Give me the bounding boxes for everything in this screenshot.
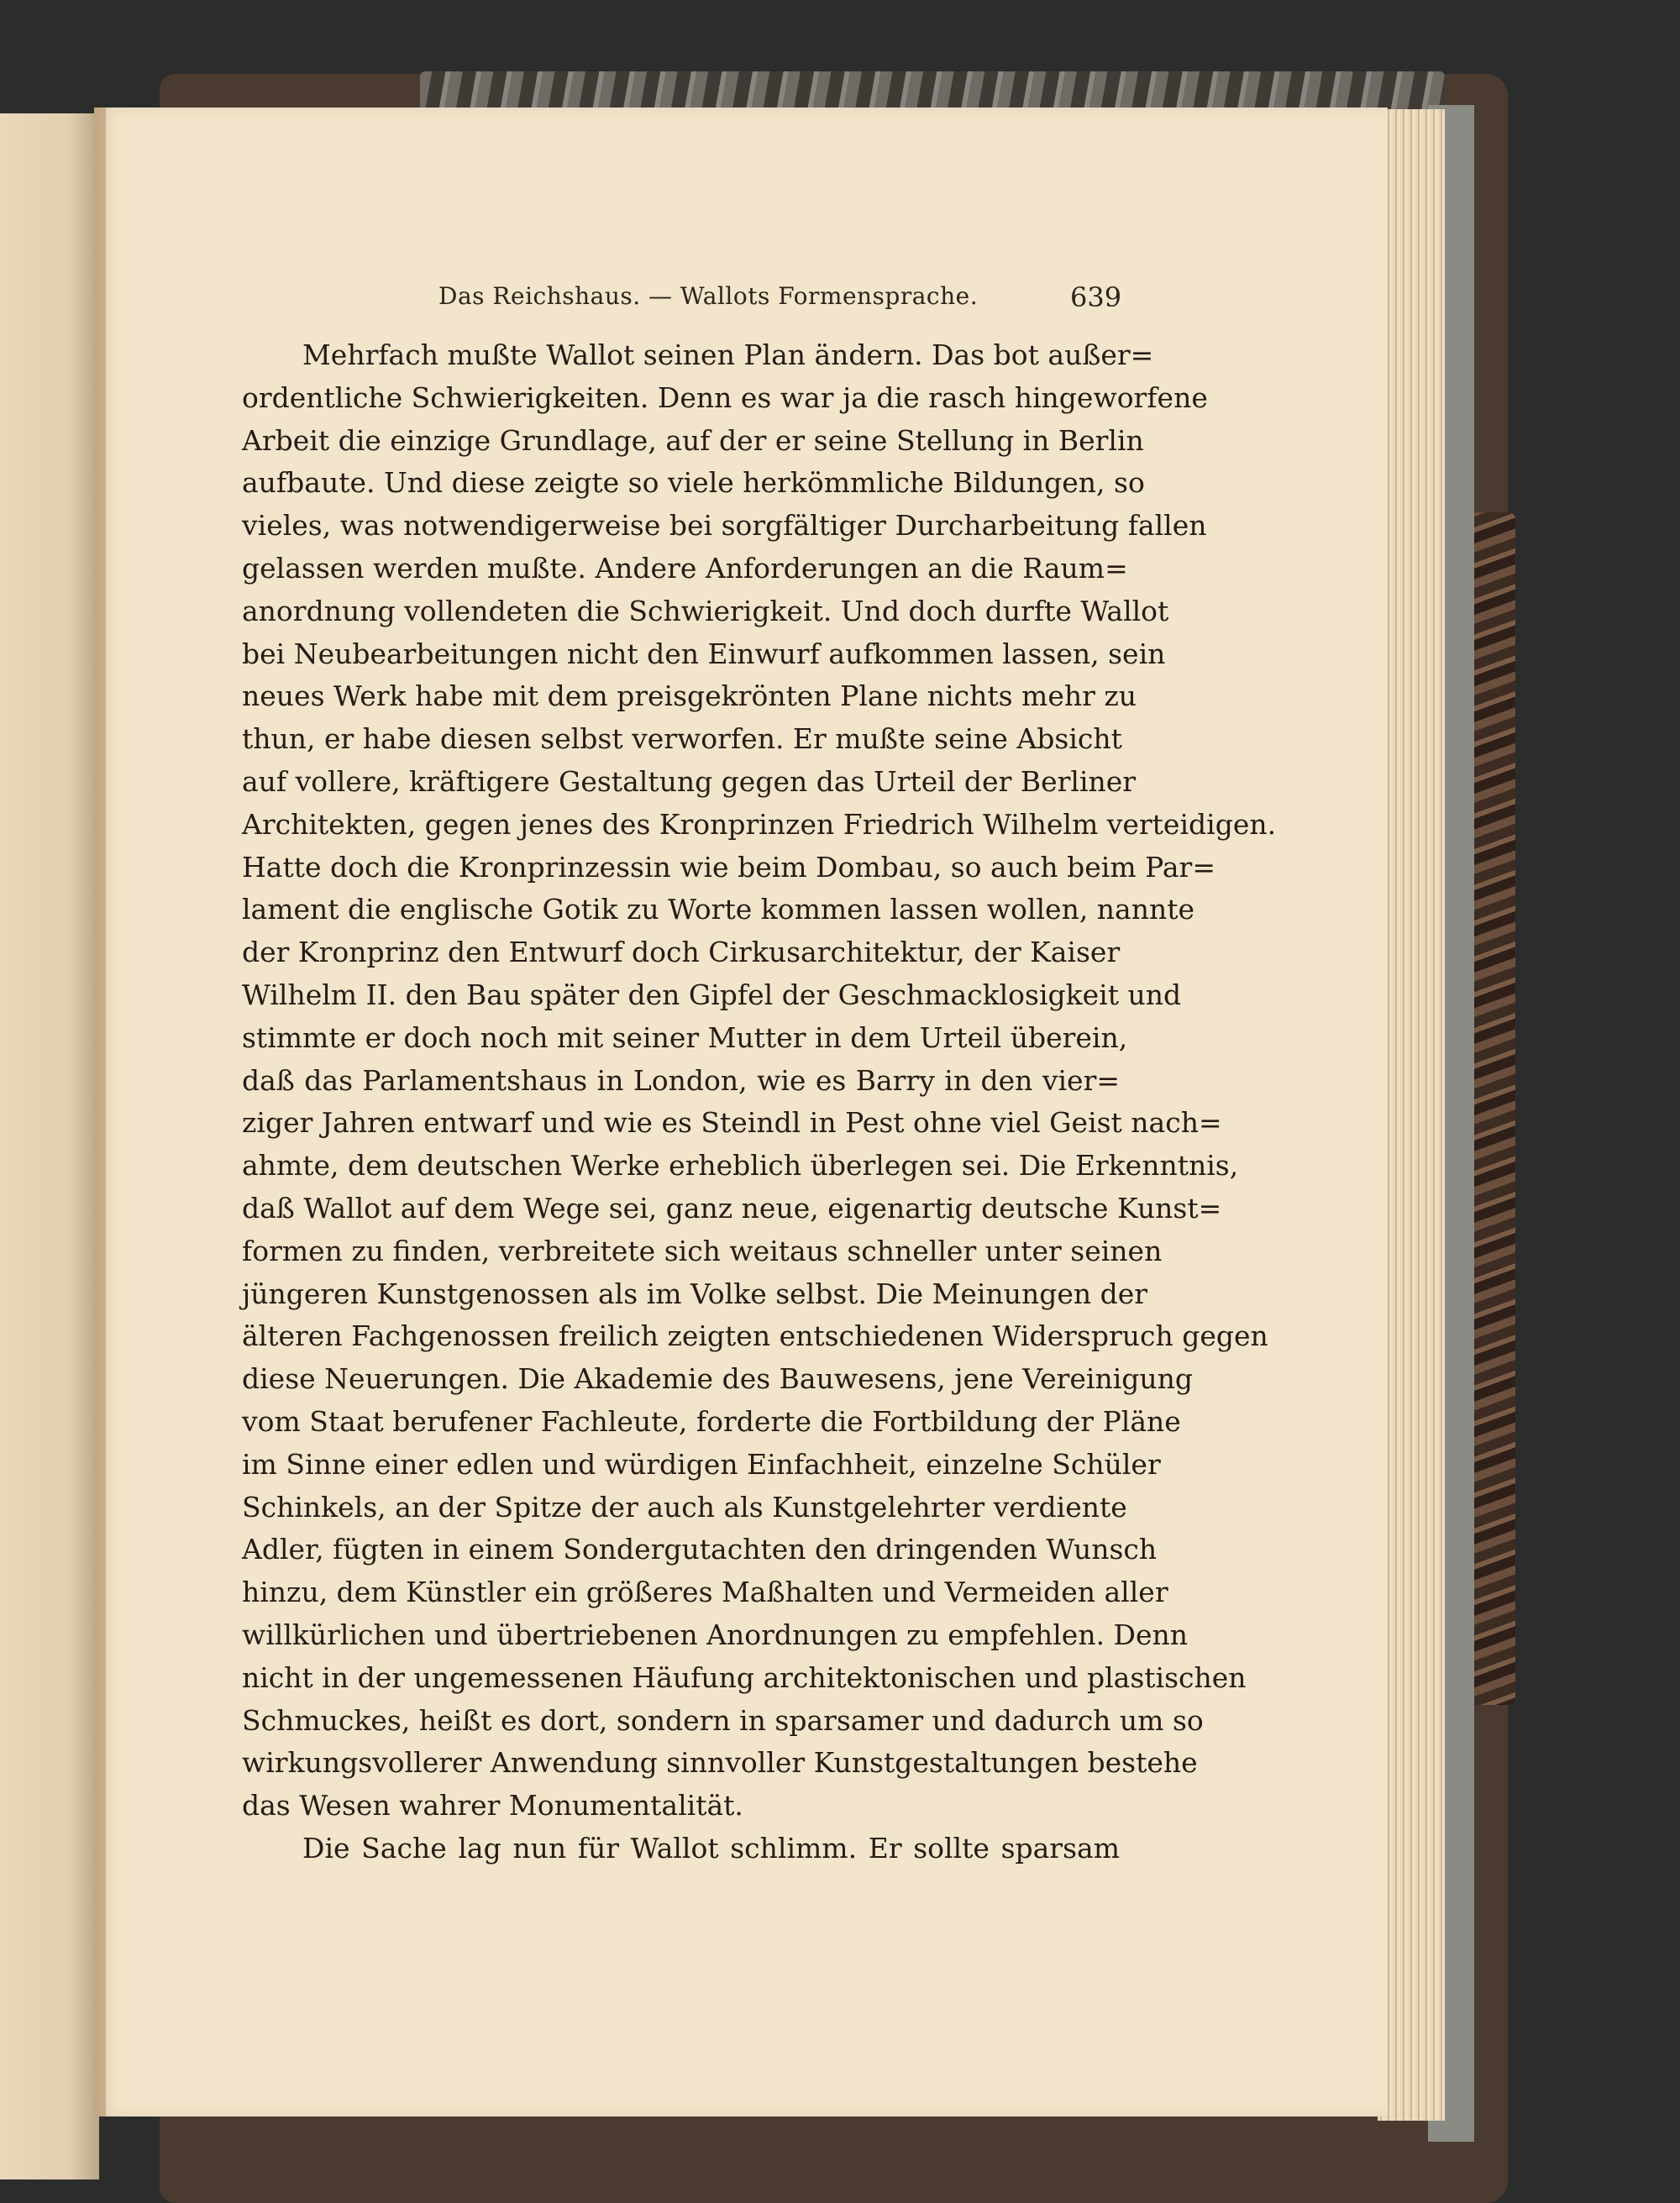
- text-line: ziger Jahren entwarf und wie es Steindl in Pest ohne viel Geist nach=: [242, 1106, 1222, 1140]
- text-line: das Wesen wahrer Monumentalität.: [242, 1789, 743, 1823]
- text-line: gelassen werden mußte. Andere Anforderungen an die Raum=: [242, 551, 1128, 585]
- text-line: der Kronprinz den Entwurf doch Cirkusarchitektur, der Kaiser: [242, 936, 1121, 969]
- text-line: diese Neuerungen. Die Akademie des Bauwesens, jene Vereinigung: [242, 1362, 1194, 1396]
- text-line: vieles, was notwendigerweise bei sorgfältiger Durcharbeitung fallen: [242, 509, 1207, 543]
- text-line: Mehrfach mußte Wallot seinen Plan ändern. Das bot außer=: [302, 338, 1154, 371]
- body-text: [242, 334, 1277, 1870]
- cover-top-edge: [420, 71, 1445, 112]
- page-stack-edge: [1378, 109, 1445, 2121]
- text-line: ahmte, dem deutschen Werke erheblich überlegen sei. Die Erkenntnis,: [242, 1149, 1239, 1183]
- text-line: Arbeit die einzige Grundlage, auf der er seine Stellung in Berlin: [242, 423, 1144, 457]
- text-line: bei Neubearbeitungen nicht den Einwurf aufkommen lassen, sein: [242, 637, 1166, 670]
- text-line: Architekten, gegen jenes des Kronprinzen Friedrich Wilhelm verteidigen.: [242, 807, 1277, 841]
- text-line: aufbaute. Und diese zeigte so viele herkömmliche Bildungen, so: [242, 466, 1145, 500]
- text-line: nicht in der ungemessenen Häufung architektonischen und plastischen: [242, 1660, 1247, 1694]
- text-line: auf vollere, kräftigere Gestaltung gegen das Urteil der Berliner: [242, 764, 1137, 798]
- text-line: Hatte doch die Kronprinzessin wie beim Dombau, so auch beim Par=: [242, 850, 1215, 884]
- text-line: thun, er habe diesen selbst verworfen. Er mußte seine Absicht: [242, 722, 1122, 756]
- page-gutter: [94, 108, 106, 2116]
- text-line: ordentliche Schwierigkeiten. Denn es war ja die rasch hingeworfene: [242, 380, 1208, 414]
- left-page-edge: [0, 113, 99, 2179]
- text-line: vom Staat berufener Fachleute, forderte die Fortbildung der Pläne: [242, 1404, 1181, 1438]
- text-line: älteren Fachgenossen freilich zeigten entschiedenen Widerspruch gegen: [242, 1319, 1268, 1353]
- text-line: hinzu, dem Künstler ein größeres Maßhalten und Vermeiden aller: [242, 1576, 1168, 1609]
- text-line: Adler, fügten in einem Sondergutachten den dringenden Wunsch: [242, 1533, 1158, 1566]
- text-line: daß das Parlamentshaus in London, wie es Barry in den vier=: [242, 1063, 1120, 1097]
- text-line: wirkungsvollerer Anwendung sinnvoller Kunstgestaltungen bestehe: [242, 1746, 1198, 1780]
- text-line: stimmte er doch noch mit seiner Mutter in dem Urteil überein,: [242, 1020, 1128, 1054]
- text-line: Wilhelm II. den Bau später den Gipfel der Geschmacklosigkeit und: [242, 978, 1182, 1011]
- text-line: daß Wallot auf dem Wege sei, ganz neue, eigenartig deutsche Kunst=: [242, 1191, 1222, 1225]
- text-line: formen zu finden, verbreitete sich weitaus schneller unter seinen: [242, 1234, 1163, 1267]
- text-line: Die Sache lag nun für Wallot schlimm. Er sollte sparsam: [302, 1831, 1120, 1865]
- text-line: neues Werk habe mit dem preisgekrönten Plane nichts mehr zu: [242, 679, 1137, 713]
- page-number: 639: [1070, 281, 1122, 313]
- text-line: willkürlichen und übertriebenen Anordnungen zu empfehlen. Denn: [242, 1618, 1189, 1651]
- text-line: anordnung vollendeten die Schwierigkeit. Und doch durfte Wallot: [242, 594, 1169, 627]
- text-line: jüngeren Kunstgenossen als im Volke selbst. Die Meinungen der: [242, 1277, 1148, 1310]
- text-line: lament die englische Gotik zu Worte kommen lassen wollen, nannte: [242, 893, 1195, 926]
- running-head: Das Reichshaus. — Wallots Formensprache.: [438, 282, 979, 310]
- text-line: Schinkels, an der Spitze der auch als Kunstgelehrter verdiente: [242, 1490, 1127, 1524]
- text-line: Schmuckes, heißt es dort, sondern in sparsamer und dadurch um so: [242, 1703, 1204, 1737]
- text-line: im Sinne einer edlen und würdigen Einfachheit, einzelne Schüler: [242, 1447, 1161, 1481]
